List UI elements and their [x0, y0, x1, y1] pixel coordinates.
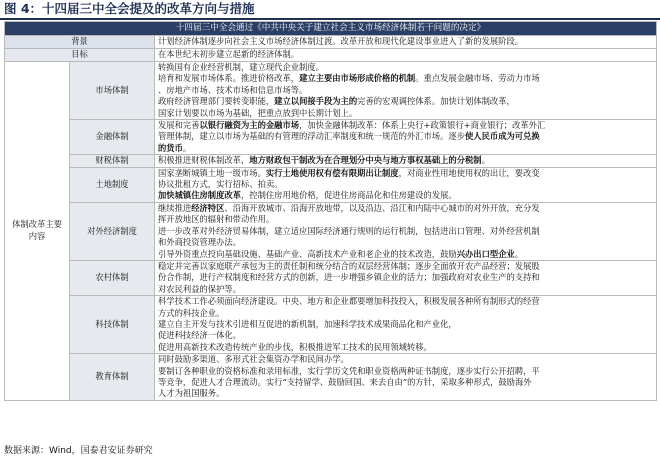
- row-text-goal: 在本世纪末初步建立起新的经济体制。: [155, 49, 657, 62]
- content-line: [158, 131, 653, 142]
- category-label: 科技体制: [70, 296, 155, 354]
- table-row-goal: [5, 49, 657, 62]
- category-label: 土地制度: [70, 167, 155, 202]
- emphasis-text: 地方财政包干制改为在合理划分中央与地方事权基础上的分税制: [249, 155, 482, 166]
- content-text: 。: [481, 155, 490, 166]
- emphasis-text: 实行土地使用权有偿有限期出让制度: [265, 167, 399, 178]
- content-text: 人才为祖国服务。: [158, 388, 225, 399]
- emphasis-text: 使人民币成为可兑换: [465, 131, 540, 142]
- content-line: [158, 284, 653, 295]
- content-line: [158, 342, 653, 353]
- row-text-background: 计划经济体制逐步向社会主义市场经济体制过渡。改革开放和现代化建设事业进入了新的发展阶段。: [155, 36, 657, 49]
- content-text: 管理体制，建立以市场为基础的有管理的浮动汇率制度和统一规范的外汇市场。逐步: [158, 131, 465, 142]
- category-label: 教育体制: [70, 354, 155, 401]
- content-line: [158, 319, 653, 330]
- row-label-goal: 目标: [5, 49, 155, 62]
- category-content: [155, 202, 657, 260]
- table-row: [5, 260, 657, 295]
- content-text: 。重点发展金融市场、劳动力市场: [415, 73, 540, 84]
- table-header-row: [5, 22, 657, 36]
- content-text: 完善的宏观调控体系。加快计划体制改革，: [357, 96, 515, 107]
- content-line: [158, 249, 653, 260]
- category-content: [155, 354, 657, 401]
- content-line: [158, 214, 653, 225]
- content-line: [158, 296, 653, 307]
- content-line: [158, 237, 653, 248]
- table-row: [5, 202, 657, 260]
- group-label: 体制改革主要内容: [5, 62, 70, 401]
- category-content: [155, 120, 657, 155]
- figure-title: 图 4：十四届三中全会提及的改革方向与措施: [4, 1, 255, 16]
- content-text: 转换国有企业经营机制，建立现代企业制度。: [158, 62, 324, 72]
- category-label: 财税体制: [70, 155, 155, 167]
- content-line: [158, 120, 653, 131]
- category-label: 农村体制: [70, 260, 155, 295]
- reform-table-body: [5, 22, 657, 401]
- category-content: [155, 296, 657, 354]
- content-line: [158, 85, 653, 96]
- table-row: [5, 62, 657, 120]
- table-header: 十四届三中全会通过《中共中央关于建立社会主义市场经济体制若干问题的决定》: [5, 22, 657, 36]
- content-text: 建立自主开发与技术引进相互促进的新机制，加速科学技术成果商品化和产业化，: [158, 318, 457, 329]
- content-text: 方式的科技企业。: [158, 307, 225, 318]
- content-text: 进一步改革对外经济贸易体制，建立适应国际经济通行规则的运行机制，包括进出口管理、对外经营机制: [158, 225, 540, 236]
- content-text: 份合作制，进行产权制度和经营方式的创新，进一步增强乡镇企业的活力；加强政府对农业生产的支持和: [158, 272, 540, 283]
- content-text: 积极推进财税体制改革，: [158, 155, 250, 166]
- category-content: [155, 62, 657, 120]
- content-text: 、房地产市场、技术市场和信息市场等。: [158, 84, 308, 95]
- content-line: [158, 203, 653, 214]
- reform-table-wrapper: [4, 21, 656, 401]
- content-text: 。: [182, 142, 192, 153]
- emphasis-text: 加快城镇住房制度改革: [158, 190, 241, 201]
- emphasis-text: 建立以间接手段为主的: [274, 96, 358, 107]
- content-line: [158, 354, 653, 365]
- content-line: [158, 96, 653, 107]
- content-text: 稳定并完善以家庭联产承包为主的责任制和统分结合的双层经营体制；逐步全面放开农产品经营；发展股: [158, 260, 540, 271]
- content-text: 科学技术工作必须面向经济建设。中央、地方和企业都要增加科技投入，积极发展各种所有制形式的经营: [158, 296, 540, 307]
- content-line: [158, 155, 653, 166]
- category-content: [155, 260, 657, 295]
- content-text: 、沿海开放城市、沿海开放地带，以及沿边、沿江和内陆中心城市的对外开放，充分发: [224, 202, 540, 213]
- row-label-background: 背景: [5, 36, 155, 49]
- reform-table: [4, 21, 657, 401]
- category-content: [155, 155, 657, 167]
- content-text: 培育和发展市场体系。推进价格改革，: [158, 73, 300, 84]
- table-row: [5, 296, 657, 354]
- content-text: ，控制住房用地价格，促进住房商品化和住房建设的发展。: [240, 190, 457, 201]
- content-line: [158, 366, 653, 377]
- content-line: [158, 179, 653, 190]
- content-line: [158, 190, 653, 201]
- content-text: 协议批租方式，实行招标、拍卖。: [158, 179, 283, 190]
- content-text: 。: [514, 248, 524, 259]
- emphasis-text: 的货币: [158, 142, 183, 153]
- content-line: [158, 226, 653, 237]
- content-line: [158, 62, 653, 73]
- content-text: 政府经济管理部门要转变职能，: [158, 96, 275, 107]
- content-text: 国家计划要以市场为基础，把重点放到中长期计划上。: [158, 107, 358, 118]
- content-line: [158, 330, 653, 341]
- category-label: 市场体制: [70, 62, 155, 120]
- emphasis-text: 经济特区: [191, 202, 225, 213]
- title-rule: [0, 18, 660, 20]
- content-text: 国家垄断城镇土地一级市场。: [158, 167, 266, 178]
- content-line: [158, 73, 653, 84]
- content-text: 和外商投资管理办法。: [158, 237, 241, 248]
- content-text: 引导外资重点投向基础设施、基础产业、高新技术产业和老企业的技术改造，鼓励: [158, 248, 457, 259]
- emphasis-text: 以银行融资为主的金融市场: [199, 120, 300, 131]
- content-line: [158, 168, 653, 179]
- table-row-background: [5, 36, 657, 49]
- table-row: [5, 155, 657, 167]
- content-line: [158, 143, 653, 154]
- content-line: [158, 388, 653, 399]
- content-text: 要制订各种职业的资格标准和录用标准，实行学历文凭和职业资格两种证书制度，逐步实行公开招聘，平: [158, 365, 540, 376]
- content-text: ，对商业性用地使用权的出让，要改变: [398, 167, 540, 178]
- data-source-note: 数据来源：Wind，国泰君安证券研究: [4, 446, 153, 456]
- table-row: [5, 354, 657, 401]
- content-text: 发展和完善: [158, 120, 200, 131]
- category-label: 金融体制: [70, 120, 155, 155]
- content-text: 对农民利益的保护等。: [158, 283, 241, 294]
- category-content: [155, 167, 657, 202]
- content-text: 促进科技经济一体化。: [158, 330, 241, 341]
- content-line: [158, 261, 653, 272]
- content-text: 同时鼓励多渠道、多形式社会集资办学和民间办学。: [158, 354, 349, 365]
- table-row: [5, 167, 657, 202]
- content-text: ，加快金融体制改革：体系上央行+政策银行+商业银行；改革外汇: [299, 120, 546, 131]
- content-text: 等竞争，促进人才合理流动。实行“支持留学、鼓励回国、来去自由”的方针，采取多种形式，鼓励海外: [158, 376, 532, 387]
- content-text: 挥开放地区的辐射和带动作用。: [158, 214, 275, 225]
- content-line: [158, 108, 653, 119]
- content-text: 促进用高新技术改造传统产业的步伐，积极推进军工技术的民用领域转移。: [158, 341, 432, 352]
- content-line: [158, 272, 653, 283]
- category-label: 对外经济制度: [70, 202, 155, 260]
- content-line: [158, 308, 653, 319]
- content-line: [158, 377, 653, 388]
- emphasis-text: 建立主要由市场形成价格的机制: [299, 73, 416, 84]
- content-text: 继续推进: [158, 202, 192, 213]
- table-row: [5, 120, 657, 155]
- emphasis-text: 兴办出口型企业: [456, 248, 515, 259]
